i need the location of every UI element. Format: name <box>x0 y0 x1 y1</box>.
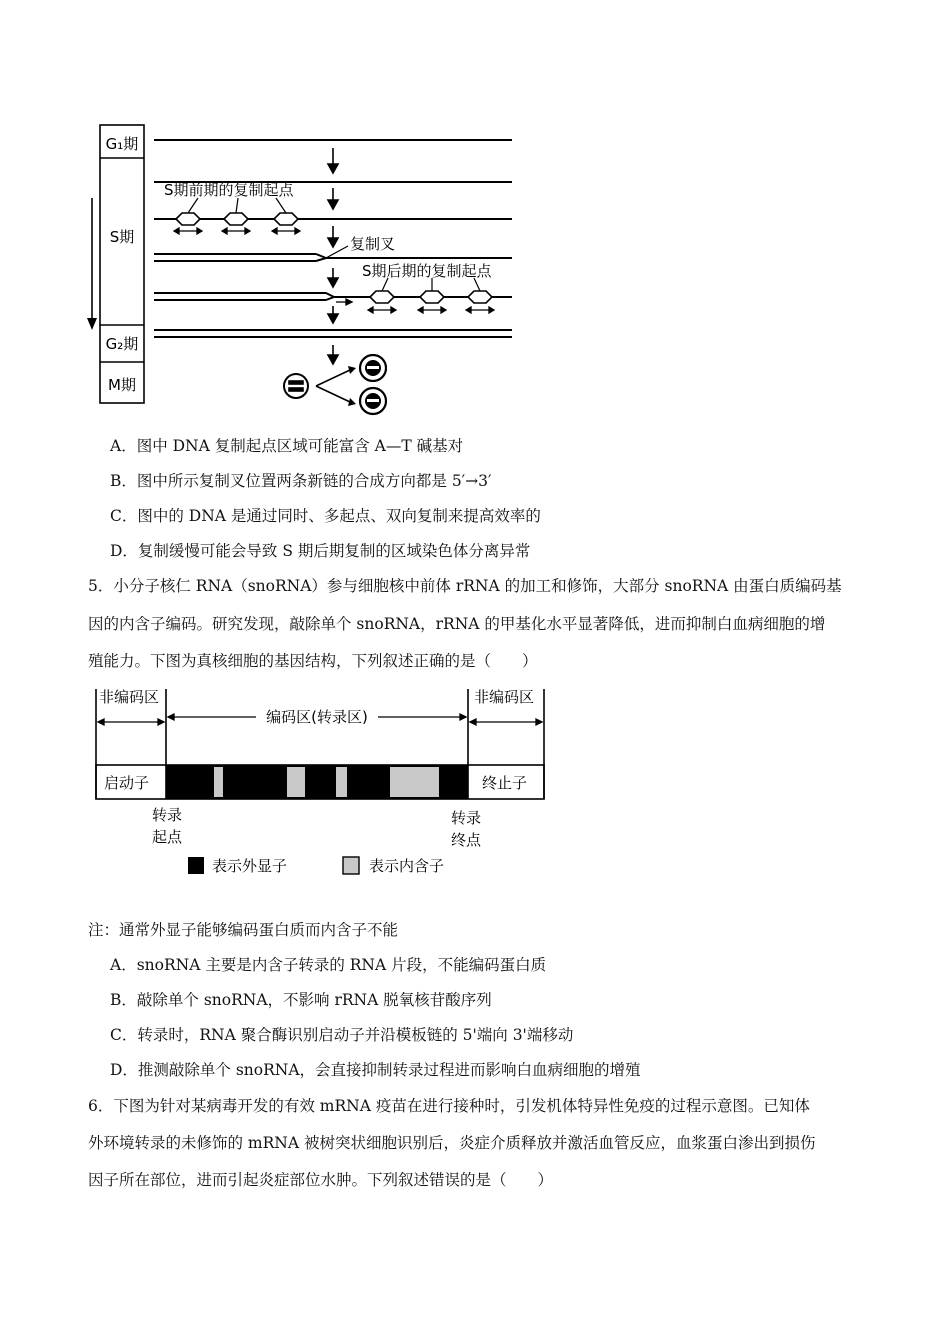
q6-stem-line-2: 外环境转录的未修饰的 mRNA 被树突状细胞识别后，炎症介质释放并激活血管反应，血浆蛋白渗出到损伤 <box>88 1134 816 1152</box>
tx-start-label-1: 转录 <box>152 806 183 824</box>
early-origin-pointers <box>188 198 286 213</box>
intron-4 <box>390 767 439 797</box>
tx-end-label-2: 终点 <box>451 831 482 849</box>
noncoding-left-arrow <box>98 719 164 725</box>
q5-option-a: A．snoRNA 主要是内含子转录的 RNA 片段，不能编码蛋白质 <box>110 956 547 974</box>
fork-pointer <box>326 246 348 258</box>
q5-option-b: B．敲除单个 snoRNA，不影响 rRNA 脱氧核苷酸序列 <box>110 991 492 1009</box>
coding-region-label: 编码区(转录区) <box>266 708 368 726</box>
gene-structure-figure <box>90 685 560 885</box>
cell-cycle-replication-figure <box>80 118 520 418</box>
q6-stem-line-3: 因子所在部位，进而引起炎症部位水肿。下列叙述错误的是（ ） <box>88 1171 554 1189</box>
tx-start-label-2: 起点 <box>152 828 183 846</box>
noncoding-right-arrow <box>470 719 542 725</box>
intron-3 <box>336 767 347 797</box>
q6-stem-line-1: 6．下图为针对某病毒开发的有效 mRNA 疫苗在进行接种时，引发机体特异性免疫的过程示意图。已知体 <box>88 1097 810 1115</box>
s-late-origin-label: S期后期的复制起点 <box>362 262 492 280</box>
s-early-origin-label: S期前期的复制起点 <box>164 181 294 199</box>
legend-intron-label: 表示内含子 <box>369 857 445 875</box>
promoter-label: 启动子 <box>104 774 150 792</box>
phase-column <box>100 125 144 403</box>
intron-2 <box>287 767 305 797</box>
q4-option-d: D．复制缓慢可能会导致 S 期后期复制的区域染色体分离异常 <box>110 542 531 560</box>
phase-s-label: S期 <box>109 228 135 246</box>
noncoding-left-label: 非编码区 <box>99 688 160 706</box>
noncoding-right-label: 非编码区 <box>474 688 535 706</box>
q5-stem-line-3: 殖能力。下图为真核细胞的基因结构，下列叙述正确的是（ ） <box>88 652 538 670</box>
cell-division <box>284 355 386 414</box>
phase-m-label: M期 <box>108 376 136 394</box>
legend-intron-swatch <box>343 857 359 874</box>
q5-stem-line-2: 因的内含子编码。研究发现，敲除单个 snoRNA，rRNA 的甲基化水平显著降低，进而抑制白血病细胞的增 <box>88 615 826 633</box>
q5-option-d: D．推测敲除单个 snoRNA，会直接抑制转录过程进而影响白血病细胞的增殖 <box>110 1061 641 1079</box>
tx-end-label-1: 转录 <box>451 809 482 827</box>
q4-option-a: A．图中 DNA 复制起点区域可能富含 A—T 碱基对 <box>110 437 464 455</box>
legend-exon-label: 表示外显子 <box>212 857 288 875</box>
terminator-label: 终止子 <box>482 774 528 792</box>
legend-exon-swatch <box>188 857 204 874</box>
phase-g2-label: G₂期 <box>105 335 139 353</box>
time-arrow <box>87 198 97 330</box>
late-origin-arrows <box>336 299 494 313</box>
late-origin-bubbles <box>370 291 492 303</box>
intron-1 <box>214 767 223 797</box>
q4-option-b: B．图中所示复制叉位置两条新链的合成方向都是 5′→3′ <box>110 472 492 490</box>
phase-g1-label: G₁期 <box>105 135 139 153</box>
q5-stem-line-1: 5．小分子核仁 RNA（snoRNA）参与细胞核中前体 rRNA 的加工和修饰，大部分 snoRNA 由蛋白质编码基 <box>88 577 842 595</box>
fork-label: 复制叉 <box>350 235 396 253</box>
q5-option-c: C．转录时，RNA 聚合酶识别启动子并沿模板链的 5'端向 3'端移动 <box>110 1026 574 1044</box>
q4-option-c: C．图中的 DNA 是通过同时、多起点、双向复制来提高效率的 <box>110 507 541 525</box>
early-origin-arrows <box>174 228 300 234</box>
early-origin-bubbles <box>176 213 298 225</box>
q5-note: 注：通常外显子能够编码蛋白质而内含子不能 <box>88 921 399 939</box>
